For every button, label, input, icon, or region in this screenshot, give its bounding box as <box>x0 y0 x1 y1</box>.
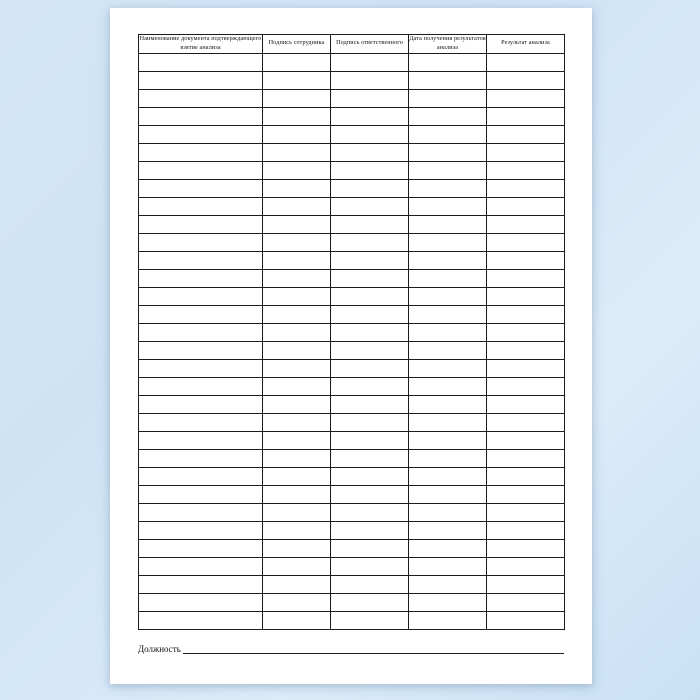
table-row <box>139 323 565 341</box>
table-row <box>139 215 565 233</box>
table-cell[interactable] <box>263 431 331 449</box>
table-cell[interactable] <box>139 359 263 377</box>
table-cell[interactable] <box>263 611 331 629</box>
table-cell[interactable] <box>409 395 487 413</box>
table-cell[interactable] <box>331 161 409 179</box>
table-row <box>139 575 565 593</box>
table-row <box>139 467 565 485</box>
table-cell[interactable] <box>331 395 409 413</box>
table-cell[interactable] <box>409 305 487 323</box>
table-cell[interactable] <box>331 323 409 341</box>
column-header-employee-signature: Подпись сотрудника <box>263 35 331 54</box>
table-cell[interactable] <box>409 467 487 485</box>
table-body <box>139 53 565 629</box>
table-cell[interactable] <box>263 377 331 395</box>
table-row <box>139 449 565 467</box>
table-row <box>139 611 565 629</box>
table-cell[interactable] <box>139 521 263 539</box>
table-cell[interactable] <box>409 287 487 305</box>
table-row <box>139 125 565 143</box>
table-cell[interactable] <box>263 539 331 557</box>
table-cell[interactable] <box>263 575 331 593</box>
table-cell[interactable] <box>487 485 565 503</box>
table-row <box>139 539 565 557</box>
table-cell[interactable] <box>263 341 331 359</box>
table-cell[interactable] <box>263 485 331 503</box>
table-row <box>139 233 565 251</box>
table-cell[interactable] <box>409 485 487 503</box>
table-row <box>139 53 565 71</box>
table-cell[interactable] <box>487 575 565 593</box>
column-header-analysis-result: Результат анализа <box>487 35 565 54</box>
table-row <box>139 287 565 305</box>
table-row <box>139 71 565 89</box>
table-cell[interactable] <box>139 431 263 449</box>
table-cell[interactable] <box>331 287 409 305</box>
table-cell[interactable] <box>263 125 331 143</box>
table-cell[interactable] <box>409 197 487 215</box>
table-row <box>139 107 565 125</box>
table-cell[interactable] <box>263 107 331 125</box>
table-cell[interactable] <box>331 71 409 89</box>
table-cell[interactable] <box>409 413 487 431</box>
table-cell[interactable] <box>487 521 565 539</box>
table-cell[interactable] <box>409 215 487 233</box>
table-cell[interactable] <box>487 215 565 233</box>
table-cell[interactable] <box>487 593 565 611</box>
position-label: Должность <box>138 644 181 654</box>
table-row <box>139 485 565 503</box>
table-row <box>139 557 565 575</box>
table-cell[interactable] <box>139 377 263 395</box>
table-cell[interactable] <box>139 287 263 305</box>
table-cell[interactable] <box>487 539 565 557</box>
table-cell[interactable] <box>331 449 409 467</box>
table-cell[interactable] <box>263 593 331 611</box>
table-cell[interactable] <box>487 53 565 71</box>
table-cell[interactable] <box>331 179 409 197</box>
table-cell[interactable] <box>263 197 331 215</box>
table-cell[interactable] <box>263 161 331 179</box>
table-cell[interactable] <box>487 89 565 107</box>
table-cell[interactable] <box>263 215 331 233</box>
table-cell[interactable] <box>263 413 331 431</box>
table-cell[interactable] <box>139 539 263 557</box>
table-cell[interactable] <box>139 485 263 503</box>
table-cell[interactable] <box>487 557 565 575</box>
table-cell[interactable] <box>409 161 487 179</box>
table-cell[interactable] <box>487 287 565 305</box>
table-cell[interactable] <box>139 215 263 233</box>
position-field <box>138 644 564 654</box>
table-cell[interactable] <box>263 323 331 341</box>
table-cell[interactable] <box>409 53 487 71</box>
table-cell[interactable] <box>139 467 263 485</box>
table-cell[interactable] <box>263 305 331 323</box>
table-cell[interactable] <box>487 377 565 395</box>
table-row <box>139 269 565 287</box>
table-cell[interactable] <box>331 215 409 233</box>
table-cell[interactable] <box>487 269 565 287</box>
table-cell[interactable] <box>139 575 263 593</box>
table-cell[interactable] <box>487 107 565 125</box>
table-cell[interactable] <box>331 575 409 593</box>
table-cell[interactable] <box>487 233 565 251</box>
table-cell[interactable] <box>487 413 565 431</box>
table-cell[interactable] <box>409 431 487 449</box>
table-cell[interactable] <box>409 503 487 521</box>
table-cell[interactable] <box>263 467 331 485</box>
table-cell[interactable] <box>487 251 565 269</box>
table-cell[interactable] <box>263 557 331 575</box>
table-cell[interactable] <box>409 539 487 557</box>
table-cell[interactable] <box>409 107 487 125</box>
table-cell[interactable] <box>331 89 409 107</box>
table-cell[interactable] <box>139 269 263 287</box>
table-cell[interactable] <box>263 233 331 251</box>
table-cell[interactable] <box>139 53 263 71</box>
table-cell[interactable] <box>139 233 263 251</box>
table-cell[interactable] <box>331 269 409 287</box>
table-row <box>139 431 565 449</box>
table-cell[interactable] <box>409 521 487 539</box>
table-cell[interactable] <box>263 503 331 521</box>
table-cell[interactable] <box>331 143 409 161</box>
table-cell[interactable] <box>487 359 565 377</box>
table-cell[interactable] <box>487 143 565 161</box>
table-cell[interactable] <box>139 449 263 467</box>
table-cell[interactable] <box>263 89 331 107</box>
table-cell[interactable] <box>331 197 409 215</box>
table-cell[interactable] <box>487 611 565 629</box>
table-cell[interactable] <box>487 341 565 359</box>
table-cell[interactable] <box>409 143 487 161</box>
table-cell[interactable] <box>139 557 263 575</box>
table-cell[interactable] <box>487 197 565 215</box>
table-cell[interactable] <box>409 179 487 197</box>
table-cell[interactable] <box>139 323 263 341</box>
table-cell[interactable] <box>139 179 263 197</box>
table-cell[interactable] <box>331 359 409 377</box>
table-header <box>139 35 565 54</box>
table-cell[interactable] <box>409 377 487 395</box>
table-cell[interactable] <box>487 449 565 467</box>
table-cell[interactable] <box>263 71 331 89</box>
table-cell[interactable] <box>487 179 565 197</box>
column-header-result-date: Дата получения результатов анализа <box>409 35 487 54</box>
table-cell[interactable] <box>139 125 263 143</box>
table-cell[interactable] <box>409 449 487 467</box>
table-cell[interactable] <box>139 161 263 179</box>
table-cell[interactable] <box>263 269 331 287</box>
table-cell[interactable] <box>263 359 331 377</box>
table-cell[interactable] <box>487 305 565 323</box>
analysis-log-table <box>138 34 565 630</box>
table-cell[interactable] <box>409 341 487 359</box>
table-row <box>139 251 565 269</box>
table-cell[interactable] <box>139 71 263 89</box>
table-cell[interactable] <box>487 503 565 521</box>
document-sheet <box>138 34 564 654</box>
table-cell[interactable] <box>409 359 487 377</box>
table-cell[interactable] <box>331 611 409 629</box>
table-cell[interactable] <box>331 521 409 539</box>
table-row <box>139 143 565 161</box>
table-cell[interactable] <box>139 341 263 359</box>
table-header-row <box>139 35 565 54</box>
table-row <box>139 395 565 413</box>
table-cell[interactable] <box>139 413 263 431</box>
table-cell[interactable] <box>139 197 263 215</box>
table-cell[interactable] <box>409 557 487 575</box>
table-cell[interactable] <box>487 125 565 143</box>
table-cell[interactable] <box>487 71 565 89</box>
table-row <box>139 377 565 395</box>
table-cell[interactable] <box>139 503 263 521</box>
table-cell[interactable] <box>139 593 263 611</box>
table-cell[interactable] <box>409 89 487 107</box>
table-cell[interactable] <box>331 125 409 143</box>
table-cell[interactable] <box>331 485 409 503</box>
table-cell[interactable] <box>331 593 409 611</box>
table-cell[interactable] <box>331 557 409 575</box>
table-cell[interactable] <box>409 611 487 629</box>
table-cell[interactable] <box>331 539 409 557</box>
table-row <box>139 503 565 521</box>
table-cell[interactable] <box>139 89 263 107</box>
table-cell[interactable] <box>331 503 409 521</box>
table-cell[interactable] <box>331 251 409 269</box>
table-row <box>139 161 565 179</box>
position-input-line[interactable] <box>183 644 564 654</box>
table-cell[interactable] <box>331 413 409 431</box>
table-cell[interactable] <box>487 161 565 179</box>
table-cell[interactable] <box>263 521 331 539</box>
table-cell[interactable] <box>487 467 565 485</box>
table-row <box>139 359 565 377</box>
table-cell[interactable] <box>331 107 409 125</box>
table-cell[interactable] <box>263 395 331 413</box>
table-cell[interactable] <box>331 467 409 485</box>
document-page <box>110 8 592 684</box>
table-cell[interactable] <box>263 449 331 467</box>
table-cell[interactable] <box>139 305 263 323</box>
table-row <box>139 179 565 197</box>
table-row <box>139 413 565 431</box>
table-cell[interactable] <box>409 593 487 611</box>
table-cell[interactable] <box>409 251 487 269</box>
table-cell[interactable] <box>409 233 487 251</box>
table-row <box>139 341 565 359</box>
table-cell[interactable] <box>409 575 487 593</box>
table-cell[interactable] <box>487 323 565 341</box>
table-cell[interactable] <box>263 251 331 269</box>
table-cell[interactable] <box>263 287 331 305</box>
table-cell[interactable] <box>139 395 263 413</box>
table-cell[interactable] <box>331 341 409 359</box>
table-row <box>139 197 565 215</box>
table-cell[interactable] <box>409 269 487 287</box>
table-row <box>139 593 565 611</box>
table-cell[interactable] <box>487 395 565 413</box>
column-header-document-name: Наименование документа подтверждающего взятие анализа <box>139 35 263 54</box>
table-cell[interactable] <box>139 107 263 125</box>
table-cell[interactable] <box>409 323 487 341</box>
table-row <box>139 521 565 539</box>
table-cell[interactable] <box>331 305 409 323</box>
table-cell[interactable] <box>263 53 331 71</box>
table-cell[interactable] <box>409 125 487 143</box>
table-cell[interactable] <box>331 53 409 71</box>
column-header-responsible-signature: Подпись ответственного <box>331 35 409 54</box>
table-cell[interactable] <box>331 431 409 449</box>
table-cell[interactable] <box>139 611 263 629</box>
table-cell[interactable] <box>331 377 409 395</box>
table-cell[interactable] <box>487 431 565 449</box>
table-cell[interactable] <box>263 179 331 197</box>
table-cell[interactable] <box>139 251 263 269</box>
table-cell[interactable] <box>263 143 331 161</box>
table-row <box>139 89 565 107</box>
table-cell[interactable] <box>139 143 263 161</box>
table-row <box>139 305 565 323</box>
table-cell[interactable] <box>331 233 409 251</box>
table-cell[interactable] <box>409 71 487 89</box>
